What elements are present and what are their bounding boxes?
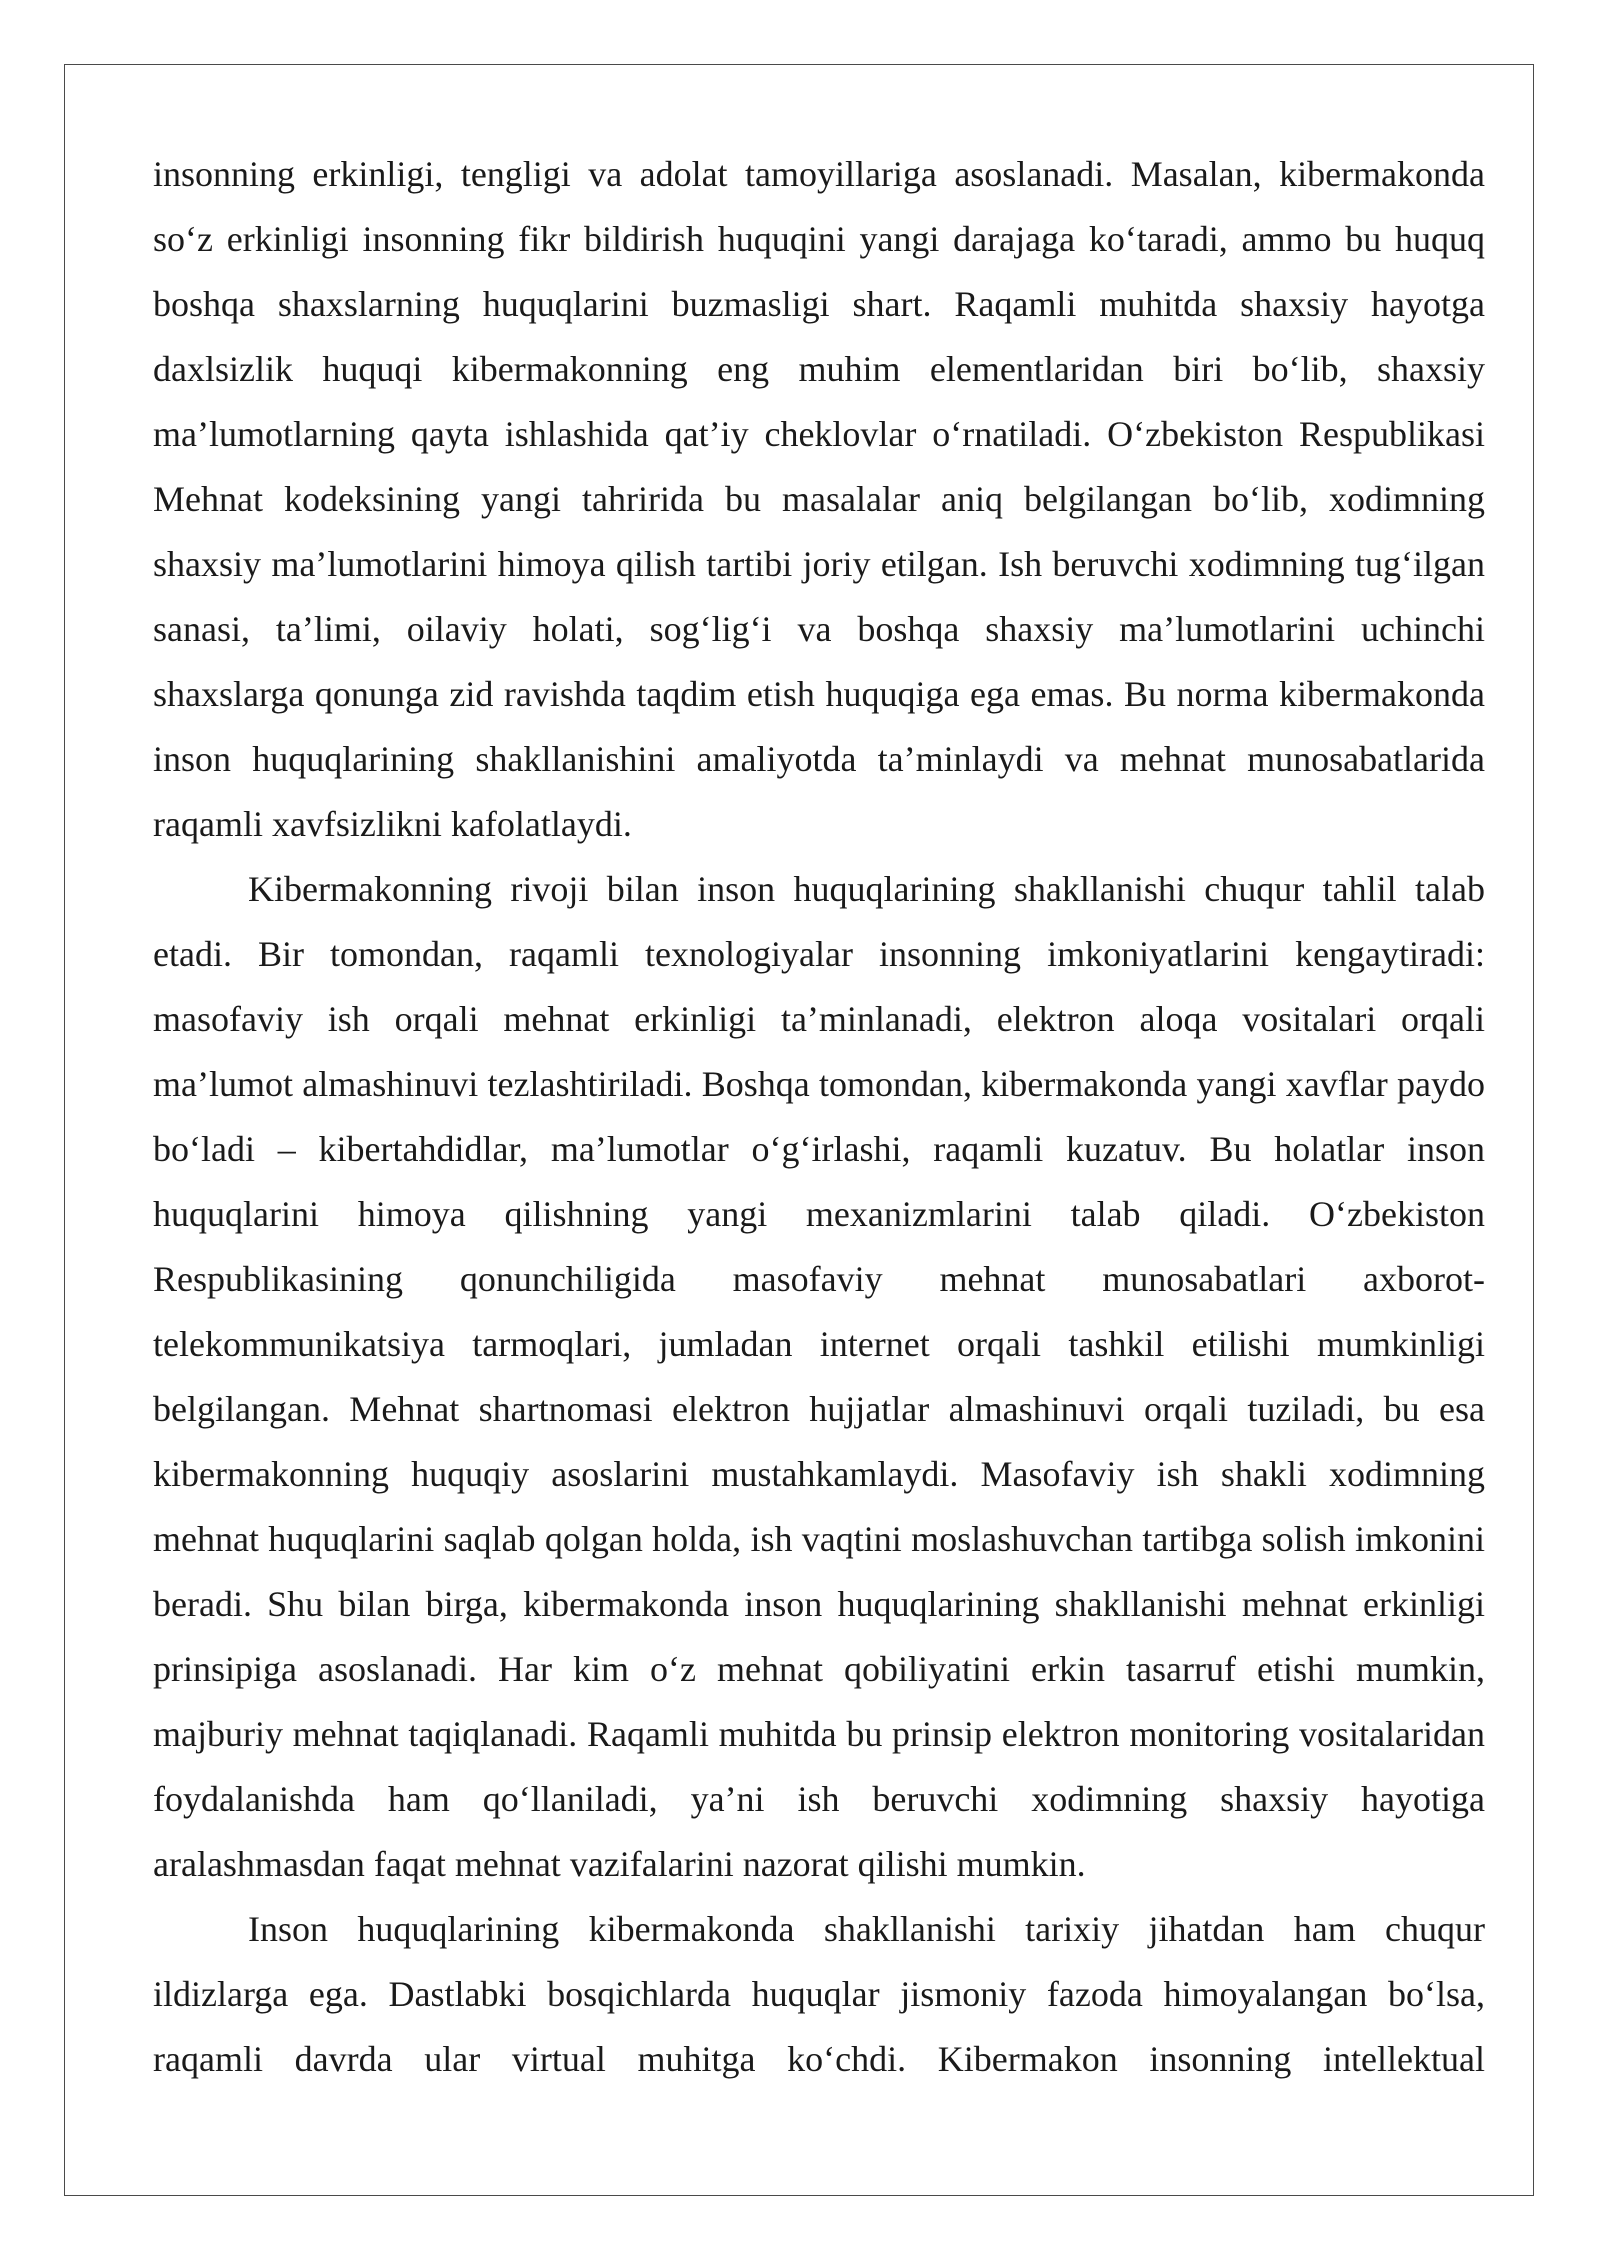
document-body <box>153 142 1485 2092</box>
paragraph-1: insonning erkinligi, tengligi va adolat tamoyillariga asoslanadi. Masalan, kibermakonda so‘z erkinligi insonning fikr bildirish huquqini yangi darajaga ko‘taradi, ammo bu huquq boshqa shaxslarning huquqlarini buzmasligi shart. Raqamli muhitda shaxsiy hayotga daxlsizlik huquqi kibermakonning eng muhim elementlaridan biri bo‘lib, shaxsiy ma’lumotlarning qayta ishlashida qat’iy cheklovlar o‘rnatiladi. O‘zbekiston Respublikasi Mehnat kodeksining yangi tahririda bu masalalar aniq belgilangan bo‘lib, xodimning shaxsiy ma’lumotlarini himoya qilish tartibi joriy etilgan. Ish beruvchi xodimning tug‘ilgan sanasi, ta’limi, oilaviy holati, sog‘lig‘i va boshqa shaxsiy ma’lumotlarini uchinchi shaxslarga qonunga zid ravishda taqdim etish huquqiga ega emas. Bu norma kibermakonda inson huquqlarining shakllanishini amaliyotda ta’minlaydi va mehnat munosabatlarida raqamli xavfsizlikni kafolatlaydi. <box>153 154 1485 844</box>
paragraph-3: Inson huquqlarining kibermakonda shakllanishi tarixiy jihatdan ham chuqur ildizlarga ega. Dastlabki bosqichlarda huquqlar jismoniy fazoda himoyalangan bo‘lsa, raqamli davrda ular virtual muhitga ko‘chdi. Kibermakon insonning intellektual <box>153 1909 1485 2079</box>
paragraph-2: Kibermakonning rivoji bilan inson huquqlarining shakllanishi chuqur tahlil talab etadi. Bir tomondan, raqamli texnologiyalar insonning imkoniyatlarini kengaytiradi: masofaviy ish orqali mehnat erkinligi ta’minlanadi, elektron aloqa vositalari orqali ma’lumot almashinuvi tezlashtiriladi. Boshqa tomondan, kibermakonda yangi xavflar paydo bo‘ladi – kibertahdidlar, ma’lumotlar o‘g‘irlashi, raqamli kuzatuv. Bu holatlar inson huquqlarini himoya qilishning yangi mexanizmlarini talab qiladi. O‘zbekiston Respublikasining qonunchiligida masofaviy mehnat munosabatlari axborot-telekommunikatsiya tarmoqlari, jumladan internet orqali tashkil etilishi mumkinligi belgilangan. Mehnat shartnomasi elektron hujjatlar almashinuvi orqali tuziladi, bu esa kibermakonning huquqiy asoslarini mustahkamlaydi. Masofaviy ish shakli xodimning mehnat huquqlarini saqlab qolgan holda, ish vaqtini moslashuvchan tartibga solish imkonini beradi. Shu bilan birga, kibermakonda inson huquqlarining shakllanishi mehnat erkinligi prinsipiga asoslanadi. Har kim o‘z mehnat qobiliyatini erkin tasarruf etishi mumkin, majburiy mehnat taqiqlanadi. Raqamli muhitda bu prinsip elektron monitoring vositalaridan foydalanishda ham qo‘llaniladi, ya’ni ish beruvchi xodimning shaxsiy hayotiga aralashmasdan faqat mehnat vazifalarini nazorat qilishi mumkin. <box>153 869 1485 1884</box>
